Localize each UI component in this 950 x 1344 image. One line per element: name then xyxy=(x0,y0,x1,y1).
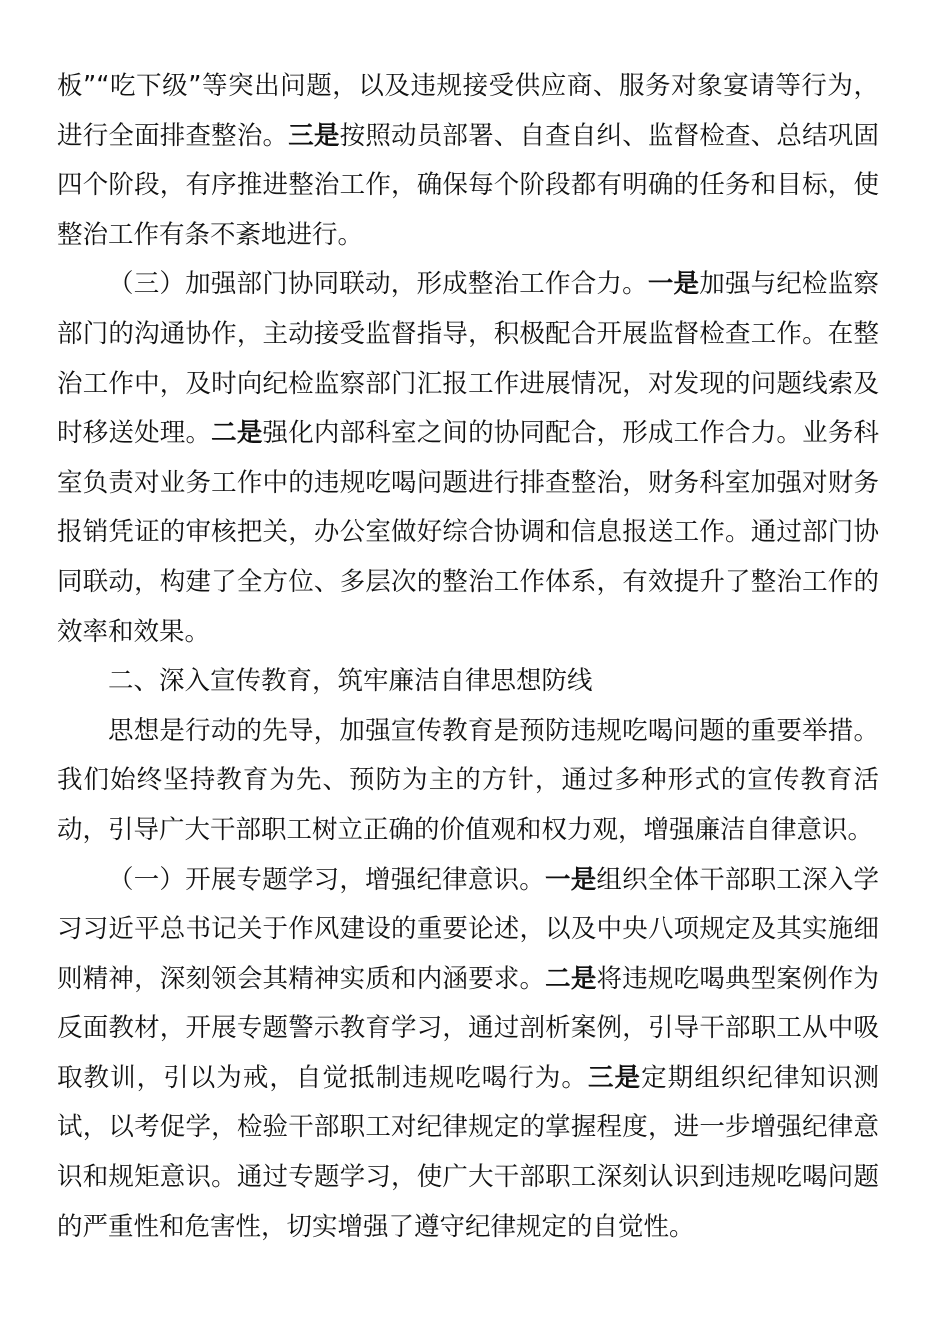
bold-lead-san-shi: 三是 xyxy=(288,120,340,151)
text-run: 组织全体干部职工深入学习习近平总书记关于作风建设的重要论述，以及中央八项规定及其实施细则精神，深刻领会其精神实质和内涵要求。 xyxy=(57,864,879,994)
text-run: （三）加强部门协同联动，形成整治工作合力。 xyxy=(108,269,648,300)
paragraph-education-intro xyxy=(57,707,879,856)
text-run: 思想是行动的先导，加强宣传教育是预防违规吃喝问题的重要举措。我们始终坚持教育为先、预防为主的方针，通过多种形式的宣传教育活动，引导广大干部职工树立正确的价值观和权力观，增强廉洁自律意识。 xyxy=(57,715,879,845)
bold-lead-er-shi: 二是 xyxy=(545,963,597,994)
text-run: 按照动员部署、自查自纠、监督检查、总结巩固四个阶段，有序推进整治工作，确保每个阶段都有明确的任务和目标，使整治工作有条不紊地进行。 xyxy=(57,120,879,250)
paragraph-department-coordination xyxy=(57,260,879,657)
paragraph-special-study xyxy=(57,856,879,1253)
text-run: 板”“吃下级”等突出问题，以及违规接受供应商、服务对象宴请等行为，进行全面排查整治。 xyxy=(57,71,879,151)
text-run: 定期组织纪律知识测试，以考促学，检验干部职工对纪律规定的掌握程度，进一步增强纪律意识和规矩意识。通过专题学习，使广大干部职工深刻认识到违规吃喝问题的严重性和危害性，切实增强了遵守纪律规定的自觉性。 xyxy=(57,1062,879,1242)
document-body xyxy=(57,62,879,1252)
paragraph-rectification-phases xyxy=(57,62,879,260)
text-run: （一）开展专题学习，增强纪律意识。 xyxy=(108,864,545,895)
text-run: 强化内部科室之间的协同配合，形成工作合力。业务科室负责对业务工作中的违规吃喝问题进行排查整治，财务科室加强对财务报销凭证的审核把关，办公室做好综合协调和信息报送工作。通过部门协同联动，构建了全方位、多层次的整治工作体系，有效提升了整治工作的效率和效果。 xyxy=(57,418,879,647)
bold-lead-er-shi: 二是 xyxy=(211,418,263,449)
bold-lead-yi-shi: 一是 xyxy=(647,269,700,300)
heading-text: 二、深入宣传教育，筑牢廉洁自律思想防线 xyxy=(108,666,593,697)
bold-lead-san-shi: 三是 xyxy=(587,1062,642,1093)
section-heading-education xyxy=(57,657,879,707)
text-run: 加强与纪检监察部门的沟通协作，主动接受监督指导，积极配合开展监督检查工作。在整治工作中，及时向纪检监察部门汇报工作进展情况，对发现的问题线索及时移送处理。 xyxy=(57,269,879,449)
text-run: 将违规吃喝典型案例作为反面教材，开展专题警示教育学习，通过剖析案例，引导干部职工从中吸取教训，引以为戒，自觉抵制违规吃喝行为。 xyxy=(57,963,879,1093)
bold-lead-yi-shi: 一是 xyxy=(545,864,597,895)
